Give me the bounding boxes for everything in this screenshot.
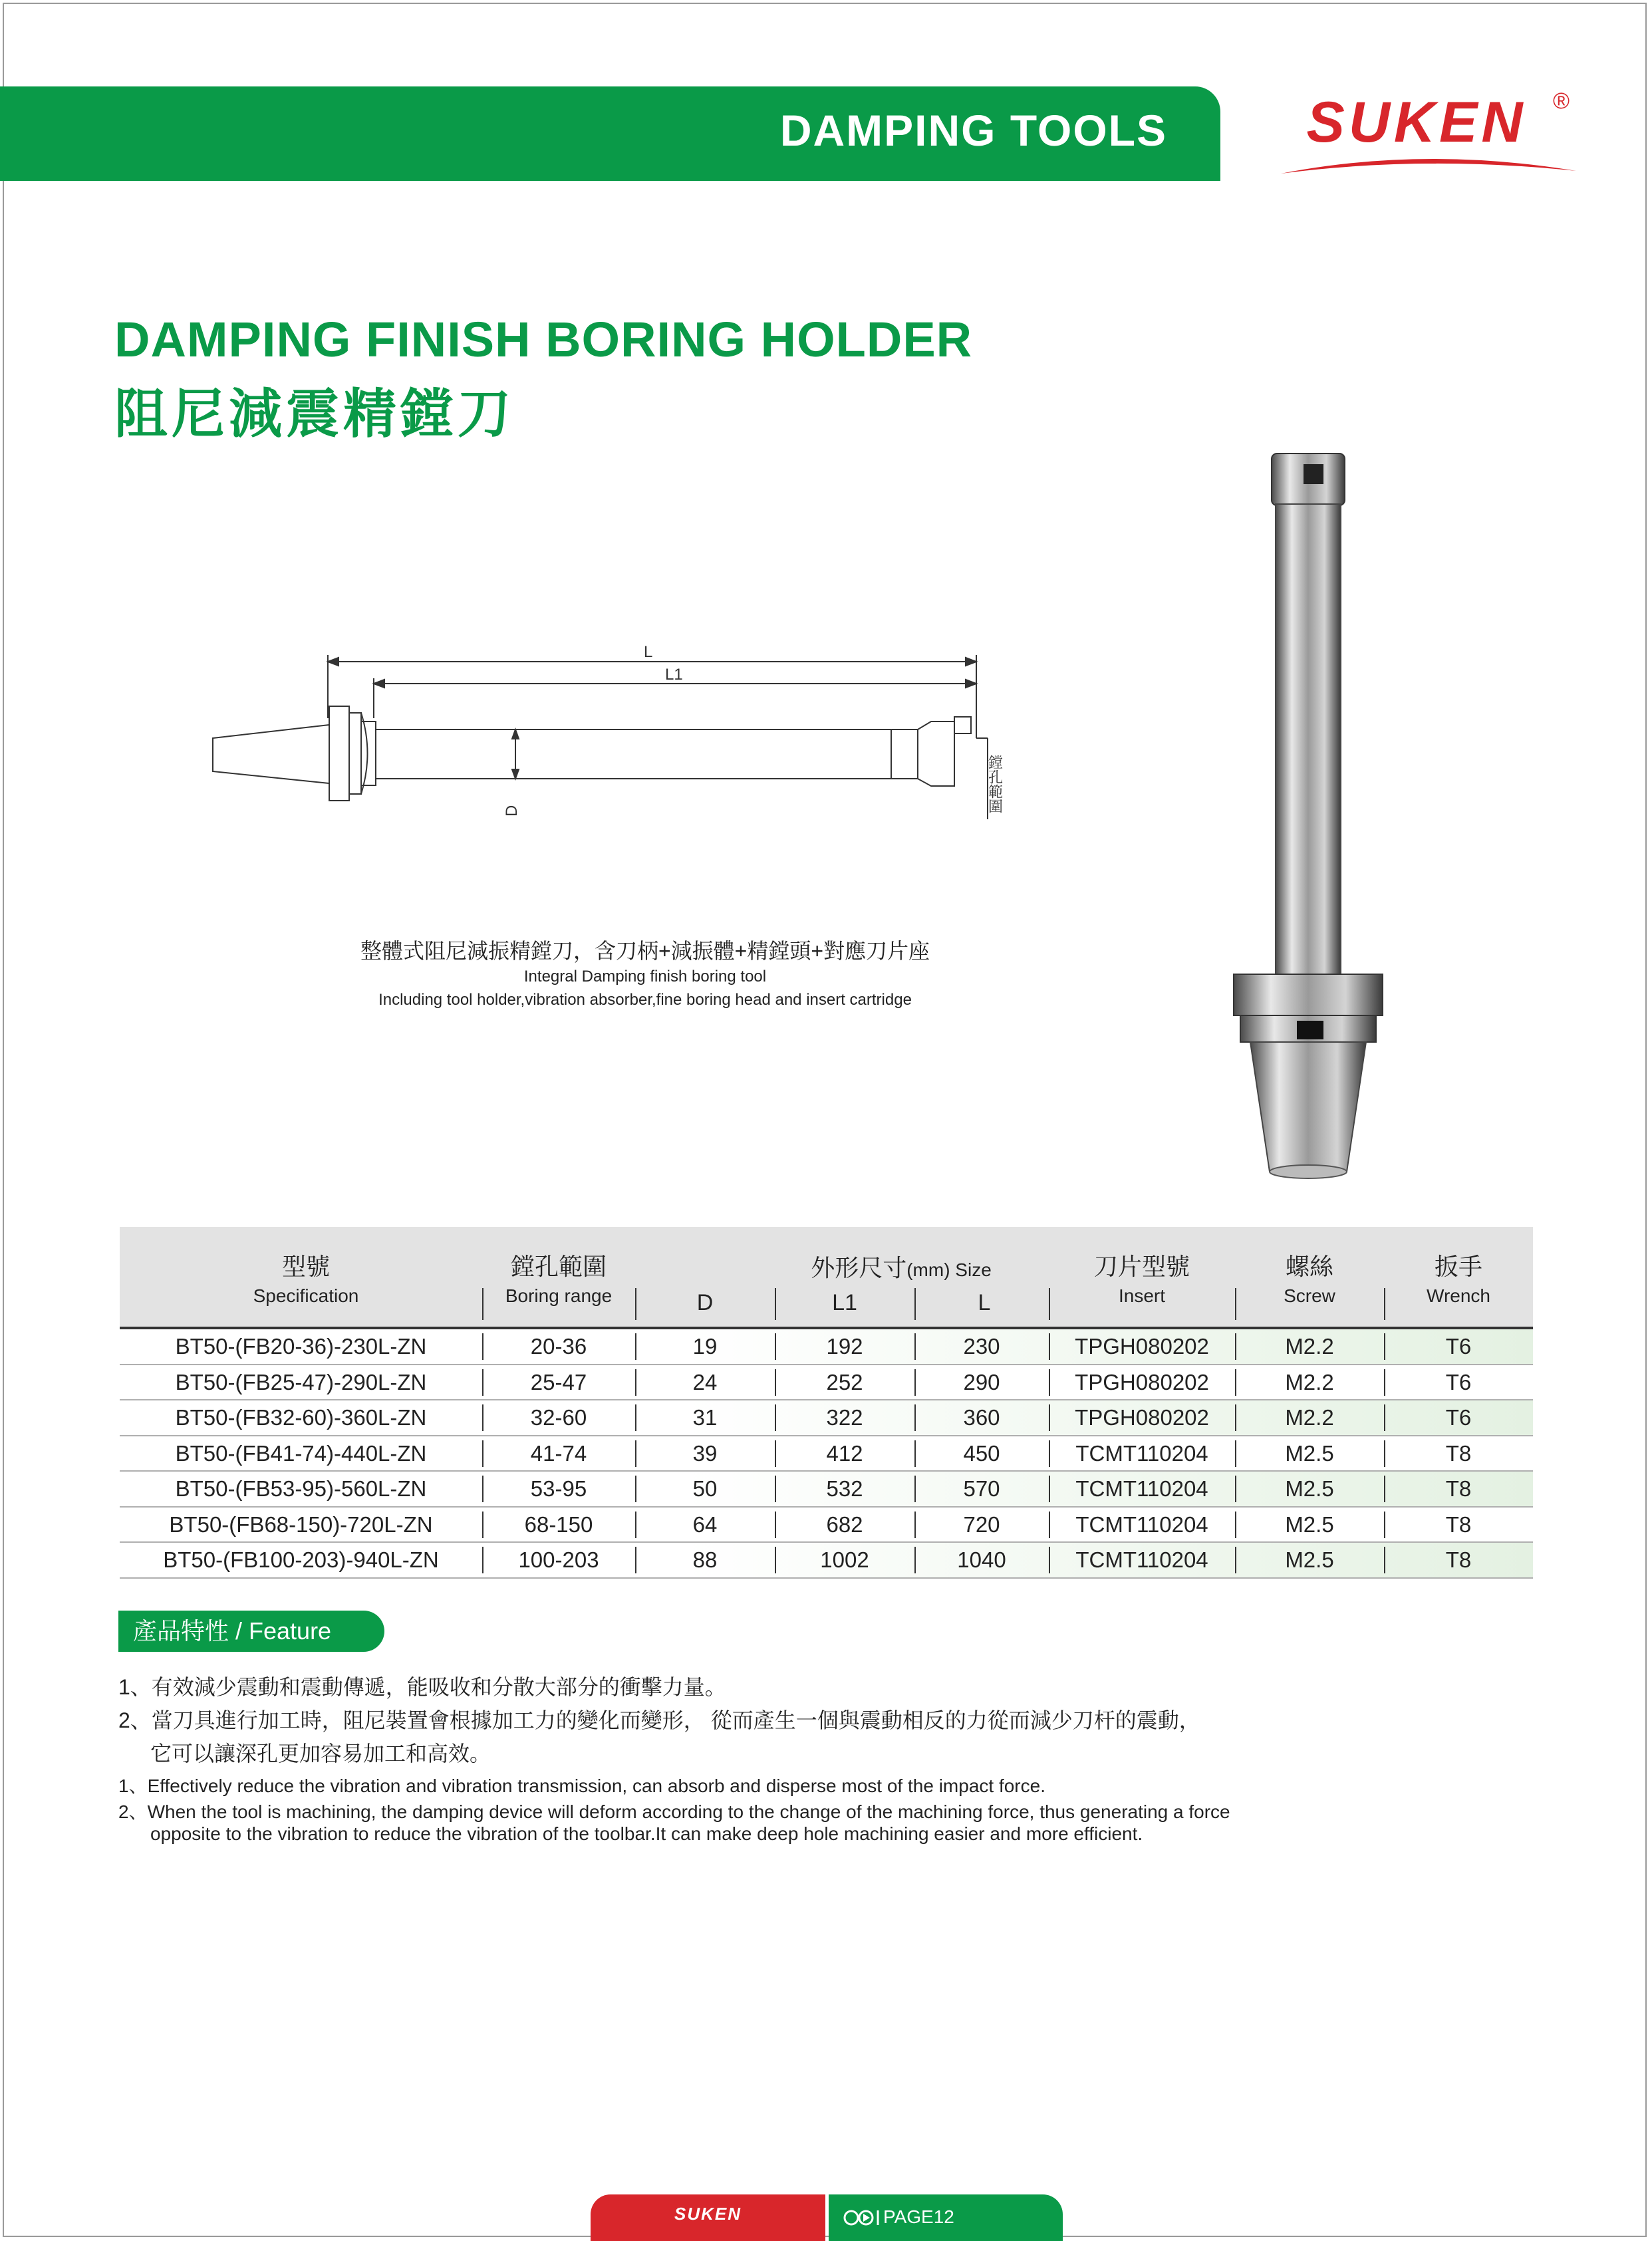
cell-range: 68-150	[524, 1512, 593, 1537]
column-divider	[1384, 1547, 1385, 1573]
cell-range: 53-95	[530, 1476, 587, 1501]
drawing-label-range: 鏜孔範圍	[986, 755, 1003, 813]
cell-spec: BT50-(FB53-95)-560L-ZN	[175, 1476, 427, 1501]
header-L1: L1	[832, 1290, 857, 1315]
column-divider	[1384, 1476, 1385, 1502]
section-title: DAMPING TOOLS	[779, 106, 1167, 155]
page-title-en: DAMPING FINISH BORING HOLDER	[114, 312, 973, 367]
table-header	[120, 1227, 1533, 1327]
column-divider	[482, 1404, 483, 1431]
cell-range: 32-60	[530, 1405, 587, 1430]
cell-range: 100-203	[518, 1547, 599, 1572]
column-divider	[635, 1369, 636, 1396]
cell-D: 24	[692, 1369, 718, 1394]
header-spec-cn: 型號	[281, 1253, 330, 1280]
cell-spec: BT50-(FB41-74)-440L-ZN	[175, 1440, 427, 1466]
cell-L: 230	[963, 1334, 1000, 1359]
cell-range: 41-74	[530, 1440, 587, 1466]
column-divider	[1235, 1369, 1236, 1396]
description-cn: 整體式阻尼減振精鏜刀，含刀柄+減振體+精鏜頭+對應刀片座	[360, 939, 930, 963]
logo-swoosh-icon	[1277, 151, 1583, 178]
feature-badge: 產品特性 / Feature	[118, 1611, 384, 1652]
column-divider	[1384, 1333, 1385, 1360]
table-row	[120, 1436, 1533, 1472]
footer-page-tab	[829, 2194, 1063, 2241]
column-divider	[775, 1512, 776, 1538]
column-divider	[1235, 1512, 1236, 1538]
cell-insert: TCMT110204	[1075, 1440, 1208, 1466]
column-divider	[1235, 1333, 1236, 1360]
page-nav-icon	[843, 2208, 881, 2228]
column-divider	[775, 1404, 776, 1431]
column-divider	[775, 1333, 776, 1360]
technical-drawing	[200, 638, 1064, 841]
cell-spec: BT50-(FB100-203)-940L-ZN	[163, 1547, 439, 1572]
table-body	[120, 1329, 1533, 1579]
table-row	[120, 1365, 1533, 1401]
header-range-cn: 鏜孔範圍	[510, 1253, 607, 1280]
cell-D: 19	[692, 1334, 718, 1359]
boring-holder-drawing-icon	[200, 638, 1064, 838]
cell-wrench: T8	[1445, 1547, 1472, 1572]
table-row	[120, 1400, 1533, 1436]
table-row	[120, 1543, 1533, 1579]
cell-spec: BT50-(FB20-36)-230L-ZN	[175, 1334, 427, 1359]
column-divider	[1049, 1404, 1050, 1431]
header-screw-en: Screw	[1284, 1285, 1335, 1306]
column-divider	[1235, 1476, 1236, 1502]
drawing-label-D: D	[503, 805, 521, 817]
cell-D: 64	[692, 1512, 718, 1537]
column-divider	[775, 1547, 776, 1573]
description-en-line2: Including tool holder,vibration absorber,fine boring head and insert cartridge	[378, 991, 912, 1009]
column-divider	[482, 1547, 483, 1573]
cell-L: 720	[963, 1512, 1000, 1537]
cell-spec: BT50-(FB25-47)-290L-ZN	[175, 1369, 427, 1394]
column-divider	[1235, 1404, 1236, 1431]
cell-screw: M2.5	[1285, 1512, 1334, 1537]
table-row	[120, 1508, 1533, 1543]
column-divider	[482, 1512, 483, 1538]
column-divider	[1049, 1333, 1050, 1360]
column-divider	[1049, 1547, 1050, 1573]
feature-cn-2b: 它可以讓深孔更加容易加工和高效。	[150, 1742, 491, 1766]
cell-L1: 192	[826, 1334, 863, 1359]
cell-wrench: T6	[1445, 1334, 1472, 1359]
cell-screw: M2.2	[1285, 1369, 1334, 1394]
page-title-cn: 阻尼減震精鏜刀	[114, 384, 515, 444]
column-divider	[635, 1404, 636, 1431]
drawing-label-L: L	[644, 643, 653, 661]
cell-L1: 322	[826, 1405, 863, 1430]
cell-L: 570	[963, 1476, 1000, 1501]
cell-L1: 682	[826, 1512, 863, 1537]
cell-insert: TPGH080202	[1075, 1405, 1209, 1430]
header-wrench-en: Wrench	[1427, 1285, 1490, 1306]
cell-insert: TPGH080202	[1075, 1369, 1209, 1394]
cell-wrench: T8	[1445, 1476, 1472, 1501]
registered-mark: ®	[1553, 88, 1570, 114]
description-en-line1: Integral Damping finish boring tool	[523, 968, 767, 986]
cell-L1: 532	[826, 1476, 863, 1501]
header-range-en: Boring range	[505, 1285, 613, 1306]
cell-wrench: T6	[1445, 1369, 1472, 1394]
column-divider	[482, 1333, 483, 1360]
feature-en-2a: 2、When the tool is machining, the damping device will deform according to the change of the machining force, thus generating a force	[118, 1801, 1230, 1822]
cell-screw: M2.5	[1285, 1547, 1334, 1572]
cell-insert: TCMT110204	[1075, 1547, 1208, 1572]
column-divider	[1384, 1369, 1385, 1396]
column-divider	[1235, 1547, 1236, 1573]
cell-screw: M2.2	[1285, 1334, 1334, 1359]
cell-L: 360	[963, 1405, 1000, 1430]
column-divider	[914, 1476, 916, 1502]
cell-wrench: T8	[1445, 1512, 1472, 1537]
page-number: PAGE12	[883, 2206, 954, 2227]
brand-logo	[1277, 90, 1583, 183]
cell-range: 25-47	[530, 1369, 587, 1394]
column-divider	[482, 1476, 483, 1502]
boring-holder-photo-icon	[1210, 446, 1410, 1190]
column-divider	[482, 1369, 483, 1396]
cell-spec: BT50-(FB68-150)-720L-ZN	[169, 1512, 433, 1537]
column-divider	[775, 1369, 776, 1396]
column-divider	[1235, 1440, 1236, 1467]
cell-insert: TCMT110204	[1075, 1476, 1208, 1501]
cell-D: 31	[692, 1405, 718, 1430]
column-divider	[635, 1547, 636, 1573]
header-insert-en: Insert	[1118, 1285, 1166, 1306]
spec-table	[120, 1227, 1533, 1579]
table-row	[120, 1472, 1533, 1508]
column-divider	[914, 1440, 916, 1467]
drawing-label-L1: L1	[665, 666, 683, 684]
column-divider	[914, 1333, 916, 1360]
cell-insert: TCMT110204	[1075, 1512, 1208, 1537]
column-divider	[1384, 1512, 1385, 1538]
cell-wrench: T8	[1445, 1440, 1472, 1466]
header-size-unit: (mm) Size	[906, 1259, 992, 1280]
column-divider	[635, 1333, 636, 1360]
column-divider	[1049, 1476, 1050, 1502]
header-spec-en: Specification	[253, 1285, 359, 1306]
column-divider	[1049, 1512, 1050, 1538]
column-divider	[1049, 1369, 1050, 1396]
product-photo	[1210, 446, 1410, 1194]
cell-L: 450	[963, 1440, 1000, 1466]
cell-insert: TPGH080202	[1075, 1334, 1209, 1359]
column-divider	[1384, 1440, 1385, 1467]
column-divider	[635, 1512, 636, 1538]
header-wrench-cn: 扳手	[1434, 1253, 1482, 1280]
cell-L1: 412	[826, 1440, 863, 1466]
column-divider	[635, 1440, 636, 1467]
table-row	[120, 1329, 1533, 1365]
footer-brand-tab	[591, 2194, 825, 2241]
cell-screw: M2.5	[1285, 1476, 1334, 1501]
column-divider	[914, 1512, 916, 1538]
cell-L: 1040	[957, 1547, 1006, 1572]
column-divider	[1384, 1404, 1385, 1431]
cell-spec: BT50-(FB32-60)-360L-ZN	[175, 1405, 427, 1430]
cell-L: 290	[963, 1369, 1000, 1394]
header-D: D	[696, 1290, 714, 1315]
feature-en-1: 1、Effectively reduce the vibration and vibration transmission, can absorb and disperse most of the impact force.	[118, 1776, 1045, 1796]
column-divider	[482, 1440, 483, 1467]
cell-D: 88	[692, 1547, 718, 1572]
cell-L1: 1002	[820, 1547, 869, 1572]
column-divider	[635, 1476, 636, 1502]
header-screw-cn: 螺絲	[1285, 1253, 1333, 1280]
brand-logo-text: SUKEN	[1306, 90, 1527, 154]
cell-L1: 252	[826, 1369, 863, 1394]
column-divider	[1049, 1440, 1050, 1467]
column-divider	[775, 1476, 776, 1502]
feature-cn-2a: 2、當刀具進行加工時，阻尼裝置會根據加工力的變化而變形， 從而產生一個與震動相反的力從而減少刀杆的震動，	[118, 1708, 1200, 1732]
header-bar	[0, 86, 1220, 181]
header-size-cn: 外形尺寸	[811, 1254, 907, 1281]
column-divider	[914, 1547, 916, 1573]
column-divider	[914, 1404, 916, 1431]
cell-screw: M2.5	[1285, 1440, 1334, 1466]
cell-screw: M2.2	[1285, 1405, 1334, 1430]
header-L: L	[978, 1290, 991, 1315]
cell-D: 50	[692, 1476, 718, 1501]
feature-cn-1: 1、有效減少震動和震動傳遞，能吸收和分散大部分的衝擊力量。	[118, 1675, 726, 1699]
cell-D: 39	[692, 1440, 718, 1466]
cell-wrench: T6	[1445, 1405, 1472, 1430]
column-divider	[775, 1440, 776, 1467]
footer-brand: SUKEN	[674, 2204, 742, 2224]
header-insert-cn: 刀片型號	[1093, 1253, 1190, 1280]
cell-range: 20-36	[530, 1334, 587, 1359]
column-divider	[914, 1369, 916, 1396]
feature-en-2b: opposite to the vibration to reduce the vibration of the toolbar.It can make deep hole machining easier and more efficient.	[150, 1823, 1143, 1844]
